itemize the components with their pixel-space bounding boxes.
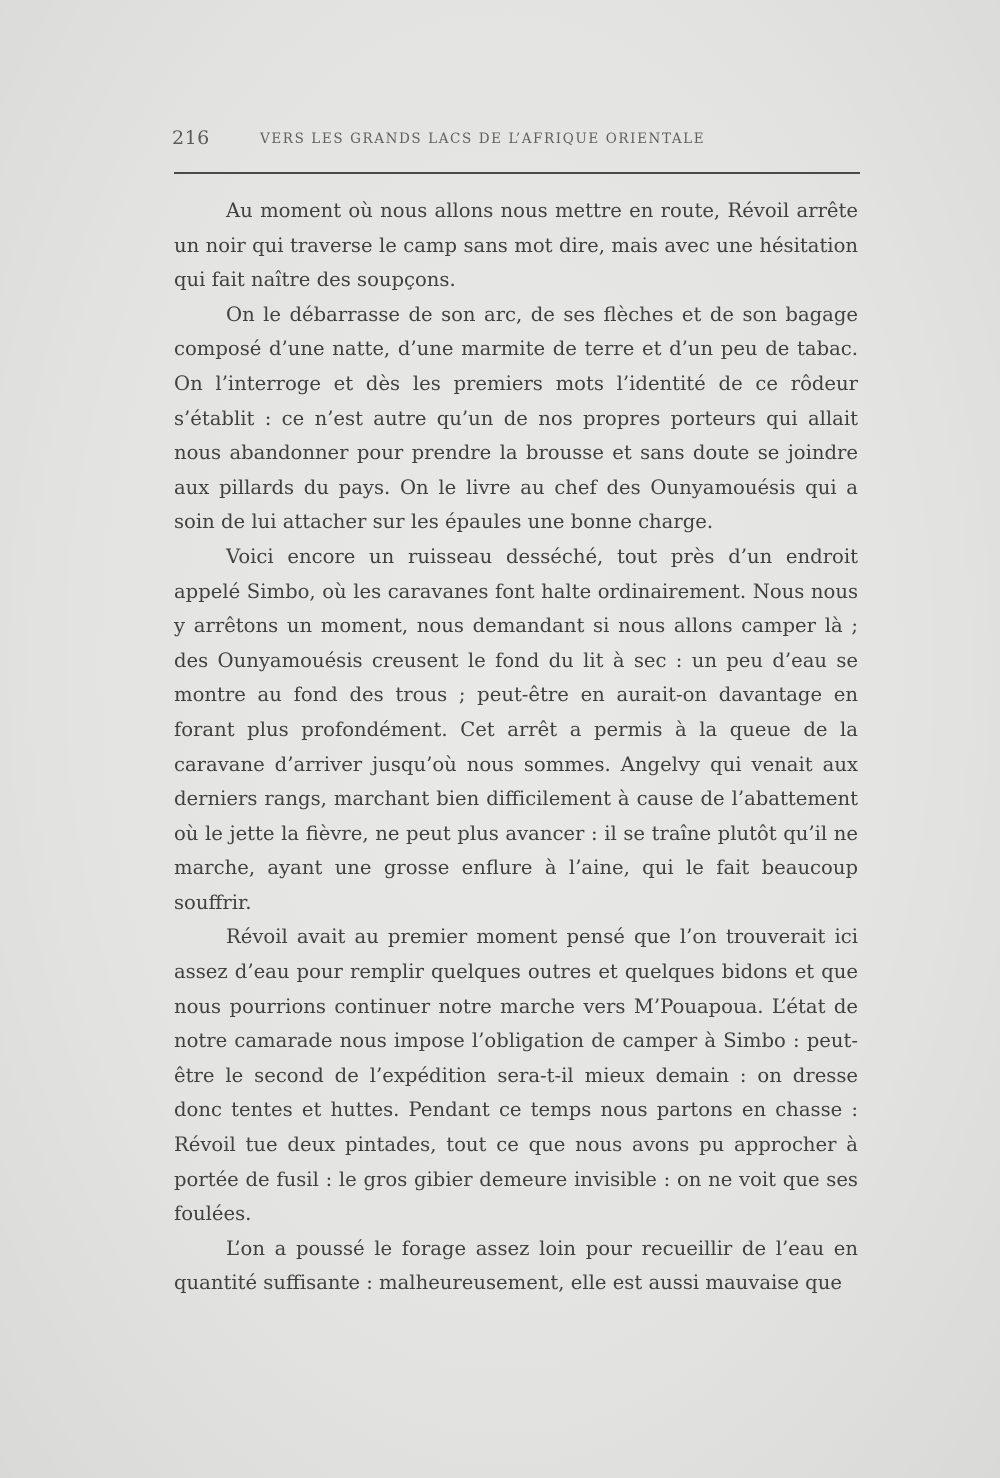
paragraph: L’on a poussé le forage assez loin pour recueillir de l’eau en quantité suffisante : malheureusement, elle est aussi mauvaise que	[174, 1236, 858, 1295]
paragraph: Voici encore un ruisseau desséché, tout près d’un endroit appelé Simbo, où les caravanes font halte ordinairement. Nous nous y arrêtons un moment, nous demandant si nous allons camper là ; des Ounyamouésis creusent le fond du lit à sec : un peu d’eau se montre au fond des trous ; peut-être en aurait-on davantage en forant plus profondément. Cet arrêt a permis à la queue de la caravane d’arriver jusqu’où nous sommes. Angelvy qui venait aux derniers rangs, marchant bien difficilement à cause de l’abattement où le jette la fièvre, ne peut plus avancer : il se traîne plutôt qu’il ne marche, ayant une grosse enflure à l’aine, qui le fait beaucoup souffrir.	[174, 544, 858, 914]
header-rule	[174, 172, 860, 174]
page-number: 216	[172, 127, 210, 149]
page-header	[172, 127, 858, 155]
paragraph: On le débarrasse de son arc, de ses flèches et de son bagage composé d’une natte, d’une marmite de terre et d’un peu de tabac. On l’interroge et dès les premiers mots l’identité de ce rôdeur s’établit : ce n’est autre qu’un de nos propres porteurs qui allait nous abandonner pour prendre la brousse et sans doute se joindre aux pillards du pays. On le livre au chef des Ounyamouésis qui a soin de lui attacher sur les épaules une bonne charge.	[174, 302, 858, 534]
body-text	[174, 194, 858, 1301]
running-title: VERS LES GRANDS LACS DE L’AFRIQUE ORIENTALE	[260, 131, 706, 147]
paragraph: Au moment où nous allons nous mettre en route, Révoil arrête un noir qui traverse le camp sans mot dire, mais avec une hésitation qui fait naître des soupçons.	[174, 199, 858, 292]
paragraph: Révoil avait au premier moment pensé que l’on trouverait ici assez d’eau pour remplir quelques outres et quelques bidons et que nous pourrions continuer notre marche vers M’Pouapoua. L’état de notre camarade nous impose l’obligation de camper à Simbo : peut-être le second de l’expédition sera-t-il mieux demain : on dresse donc tentes et huttes. Pendant ce temps nous partons en chasse : Révoil tue deux pintades, tout ce que nous avons pu approcher à portée de fusil : le gros gibier demeure invisible : on ne voit que ses foulées.	[174, 925, 858, 1226]
